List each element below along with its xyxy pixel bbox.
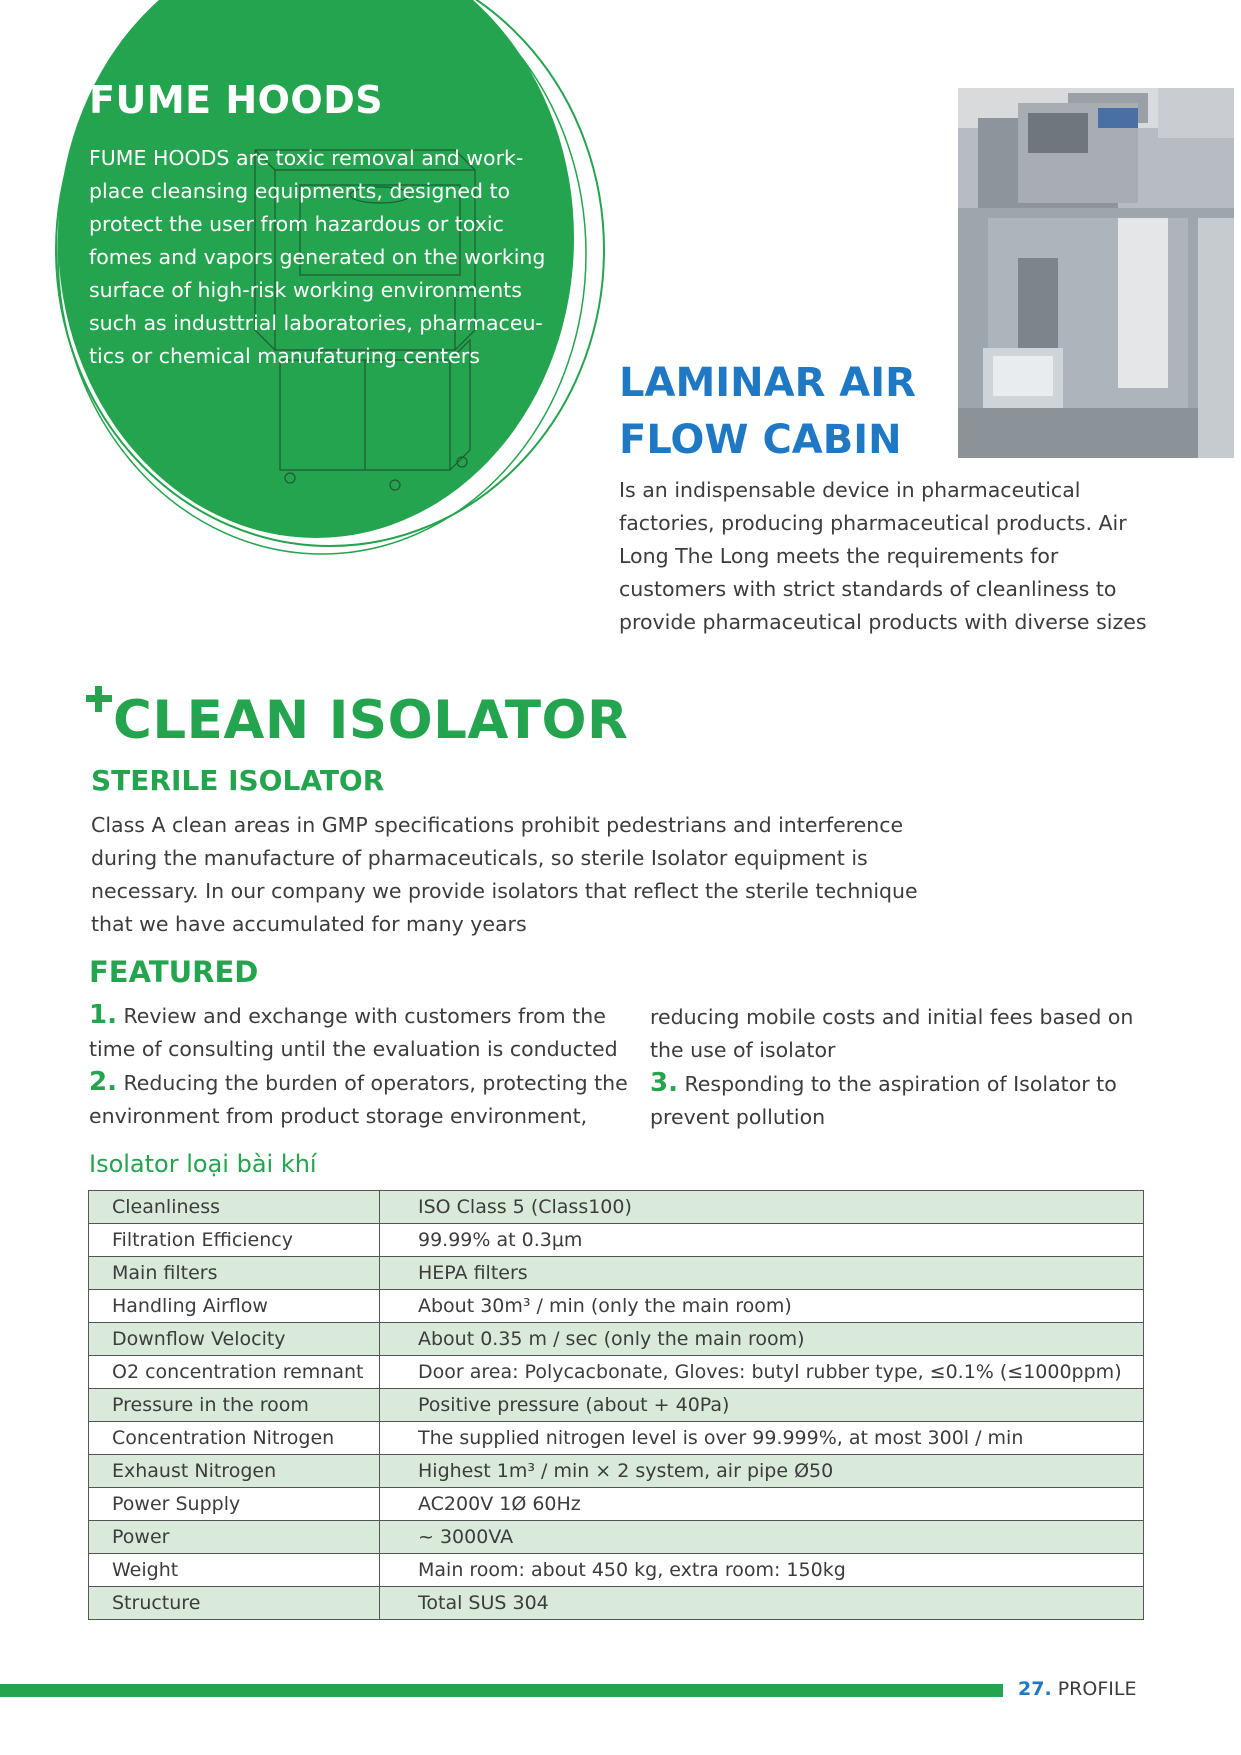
spec-table-title: Isolator loại bài khí <box>89 1150 317 1178</box>
table-row <box>89 1554 1144 1587</box>
table-row <box>89 1422 1144 1455</box>
table-row <box>89 1488 1144 1521</box>
table-row <box>89 1455 1144 1488</box>
spec-value-cell: Main room: about 450 kg, extra room: 150kg <box>380 1554 1144 1587</box>
text-line: environment from product storage environment, <box>89 1104 588 1128</box>
sterile-isolator-description <box>91 809 951 941</box>
spec-table <box>88 1190 1144 1620</box>
sterile-isolator-heading: STERILE ISOLATOR <box>91 764 385 797</box>
laminar-description <box>619 474 1164 639</box>
text-line: necessary. In our company we provide isolators that reflect the sterile technique <box>91 879 918 903</box>
spec-label-cell: Exhaust Nitrogen <box>89 1455 380 1488</box>
text-line: Review and exchange with customers from the <box>116 1004 606 1028</box>
text-line: prevent pollution <box>650 1105 826 1129</box>
table-row <box>89 1257 1144 1290</box>
title-line: LAMINAR AIR <box>619 360 916 406</box>
spec-value-cell: Highest 1m³ / min × 2 system, air pipe Ø50 <box>380 1455 1144 1488</box>
spec-value-cell: HEPA filters <box>380 1257 1144 1290</box>
spec-value-cell: The supplied nitrogen level is over 99.999%, at most 300l / min <box>380 1422 1144 1455</box>
table-row <box>89 1587 1144 1620</box>
footer-label: PROFILE <box>1051 1678 1137 1700</box>
text-line: Long The Long meets the requirements for <box>619 544 1059 568</box>
spec-label-cell: Main filters <box>89 1257 380 1290</box>
text-line: place cleansing equipments, designed to <box>89 179 511 203</box>
fume-hoods-description <box>89 142 559 373</box>
page-number: 27. <box>1018 1678 1052 1700</box>
featured-item-1 <box>89 999 634 1033</box>
text-line: reducing mobile costs and initial fees based on <box>650 1005 1134 1029</box>
text-line: customers with strict standards of cleanliness to <box>619 577 1117 601</box>
text-line: Class A clean areas in GMP specifications prohibit pedestrians and interference <box>91 813 904 837</box>
text-line: Is an indispensable device in pharmaceutical <box>619 478 1081 502</box>
text-line: the use of isolator <box>650 1038 836 1062</box>
item-number: 1. <box>89 1000 117 1030</box>
spec-label-cell: Cleanliness <box>89 1191 380 1224</box>
item-number: 3. <box>650 1068 678 1098</box>
spec-label-cell: Concentration Nitrogen <box>89 1422 380 1455</box>
text-line: Responding to the aspiration of Isolator to <box>677 1072 1117 1096</box>
text-line: Reducing the burden of operators, protecting the <box>116 1071 628 1095</box>
laminar-cabin-photo <box>958 88 1234 458</box>
table-row <box>89 1521 1144 1554</box>
text-line: FUME HOODS are toxic removal and work- <box>89 146 524 170</box>
text-line: protect the user from hazardous or toxic <box>89 212 504 236</box>
spec-value-cell: AC200V 1Ø 60Hz <box>380 1488 1144 1521</box>
spec-label-cell: Power <box>89 1521 380 1554</box>
featured-column-right <box>650 1001 1170 1134</box>
item-number: 2. <box>89 1067 117 1097</box>
plus-icon <box>84 684 114 714</box>
text-line: provide pharmaceutical products with diverse sizes <box>619 610 1147 634</box>
featured-item-3 <box>650 1067 1170 1101</box>
table-row <box>89 1389 1144 1422</box>
text-line: time of consulting until the evaluation is conducted <box>89 1037 618 1061</box>
table-row <box>89 1224 1144 1257</box>
spec-value-cell: Total SUS 304 <box>380 1587 1144 1620</box>
featured-item-2 <box>89 1066 634 1100</box>
text-line: during the manufacture of pharmaceuticals, so sterile Isolator equipment is <box>91 846 868 870</box>
fume-hoods-title: FUME HOODS <box>89 78 384 122</box>
featured-column-left <box>89 999 634 1133</box>
spec-value-cell: About 30m³ / min (only the main room) <box>380 1290 1144 1323</box>
text-line: such as industtrial laboratories, pharmaceu- <box>89 311 543 335</box>
spec-value-cell: About 0.35 m / sec (only the main room) <box>380 1323 1144 1356</box>
text-line: tics or chemical manufaturing centers <box>89 344 480 368</box>
spec-label-cell: Handling Airflow <box>89 1290 380 1323</box>
featured-heading: FEATURED <box>89 955 259 989</box>
spec-value-cell: Positive pressure (about + 40Pa) <box>380 1389 1144 1422</box>
text-line: factories, producing pharmaceutical products. Air <box>619 511 1127 535</box>
spec-value-cell: 99.99% at 0.3μm <box>380 1224 1144 1257</box>
table-row <box>89 1191 1144 1224</box>
spec-label-cell: Downflow Velocity <box>89 1323 380 1356</box>
spec-value-cell: ISO Class 5 (Class100) <box>380 1191 1144 1224</box>
page-footer <box>1018 1678 1136 1700</box>
clean-isolator-title: CLEAN ISOLATOR <box>113 690 629 751</box>
table-row <box>89 1323 1144 1356</box>
spec-label-cell: Structure <box>89 1587 380 1620</box>
spec-value-cell: ~ 3000VA <box>380 1521 1144 1554</box>
text-line: surface of high-risk working environments <box>89 278 522 302</box>
spec-label-cell: Pressure in the room <box>89 1389 380 1422</box>
title-line: FLOW CABIN <box>619 417 902 463</box>
laminar-title <box>619 355 959 469</box>
text-line: fomes and vapors generated on the working <box>89 245 546 269</box>
text-line: that we have accumulated for many years <box>91 912 527 936</box>
table-row <box>89 1356 1144 1389</box>
spec-label-cell: Power Supply <box>89 1488 380 1521</box>
spec-label-cell: Weight <box>89 1554 380 1587</box>
spec-label-cell: Filtration Efficiency <box>89 1224 380 1257</box>
spec-value-cell: Door area: Polycacbonate, Gloves: butyl rubber type, ≤0.1% (≤1000ppm) <box>380 1356 1144 1389</box>
table-row <box>89 1290 1144 1323</box>
spec-label-cell: O2 concentration remnant <box>89 1356 380 1389</box>
footer-bar <box>0 1684 1003 1697</box>
